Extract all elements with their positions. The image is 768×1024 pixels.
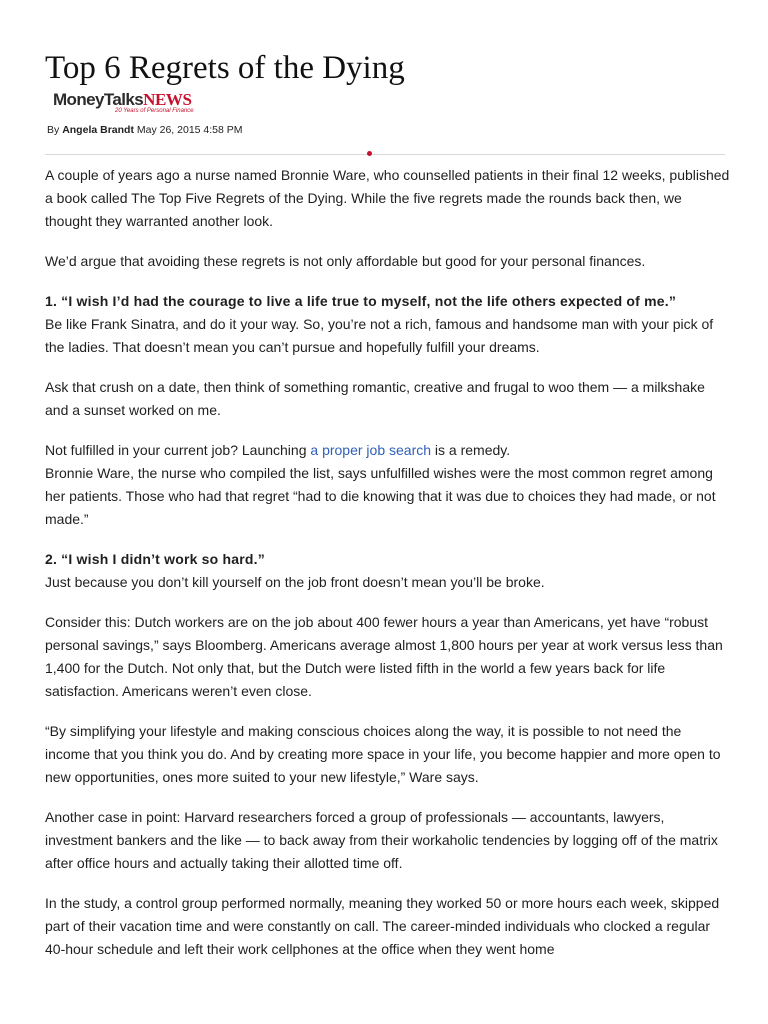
- job-search-link[interactable]: a proper job search: [310, 442, 432, 458]
- regret-2-paragraph-3: “By simplifying your lifestyle and making conscious choices along the way, it is possible to not need the income that you think you do. And by creating more space in your life, you become happier and more open to new opportunities, ones more suited to your new lifestyle,” Ware says.: [45, 723, 721, 785]
- job-search-lead-text: Not fulfilled in your current job? Launching: [45, 442, 311, 458]
- divider-marker: [367, 151, 372, 156]
- article-title: Top 6 Regrets of the Dying: [45, 50, 405, 86]
- article-body: [45, 164, 730, 978]
- regret-1-paragraph-1: Be like Frank Sinatra, and do it your way. So, you’re not a rich, famous and handsome man with your pick of the ladies. That doesn’t mean you can’t pursue and hopefully fulfill your dreams.: [45, 316, 714, 355]
- logo-news-text: NEWS: [143, 90, 192, 109]
- intro-paragraph-1: A couple of years ago a nurse named Bronnie Ware, who counselled patients in their final 12 weeks, published a book called The Top Five Regrets of the Dying. While the five regrets made the rounds back then, we thought they warranted another look.: [45, 167, 730, 229]
- logo-main-text: MoneyTalks: [53, 90, 144, 109]
- publisher-logo-wordmark: [53, 90, 192, 110]
- publisher-tagline: 20 Years of Personal Finance: [115, 108, 194, 114]
- regret-2-paragraph-1: Just because you don’t kill yourself on the job front doesn’t mean you’ll be broke.: [45, 574, 545, 590]
- byline: [47, 124, 243, 136]
- regret-2-paragraph-5: In the study, a control group performed normally, meaning they worked 50 or more hours each week, skipped part of their vacation time and were constantly on call. The career-minded individuals who clocked a regular 40-hour schedule and left their work cellphones at the office when they went home: [45, 895, 720, 957]
- publisher-logo[interactable]: [53, 90, 192, 120]
- regret-2-paragraph-4: Another case in point: Harvard researchers forced a group of professionals — accountants, lawyers, investment bankers and the like — to back away from their workaholic tendencies by logging off of the matrix after office hours and actually taking their allotted time off.: [45, 809, 718, 871]
- regret-2-heading: 2. “I wish I didn’t work so hard.”: [45, 551, 265, 567]
- regret-1-paragraph-2: Ask that crush on a date, then think of something romantic, creative and frugal to woo them — a milkshake and a sunset worked on me.: [45, 379, 705, 418]
- regret-2-paragraph-2: Consider this: Dutch workers are on the job about 400 fewer hours a year than Americans, yet have “robust personal savings,” says Bloomberg. Americans average almost 1,800 hours per year at work versus less than 1,400 for the Dutch. Not only that, but the Dutch were listed fifth in the world a few years back for life satisfaction. Americans weren’t even close.: [45, 614, 723, 699]
- job-search-trail-text: is a remedy.: [431, 442, 511, 458]
- author-name[interactable]: Angela Brandt: [62, 124, 134, 136]
- publish-date: May 26, 2015 4:58 PM: [136, 124, 243, 136]
- intro-paragraph-2: We’d argue that avoiding these regrets is not only affordable but good for your personal finances.: [45, 253, 646, 269]
- regret-1-paragraph-4: Bronnie Ware, the nurse who compiled the list, says unfulfilled wishes were the most common regret among her patients. Those who had that regret “had to die knowing that it was due to choices they had made, or not made.”: [45, 465, 716, 527]
- regret-1-heading: 1. “I wish I’d had the courage to live a life true to myself, not the life others expected of me.”: [45, 293, 677, 309]
- header-divider: [45, 154, 725, 155]
- regret-1-paragraph-3: [45, 439, 730, 462]
- byline-prefix: By: [47, 124, 60, 136]
